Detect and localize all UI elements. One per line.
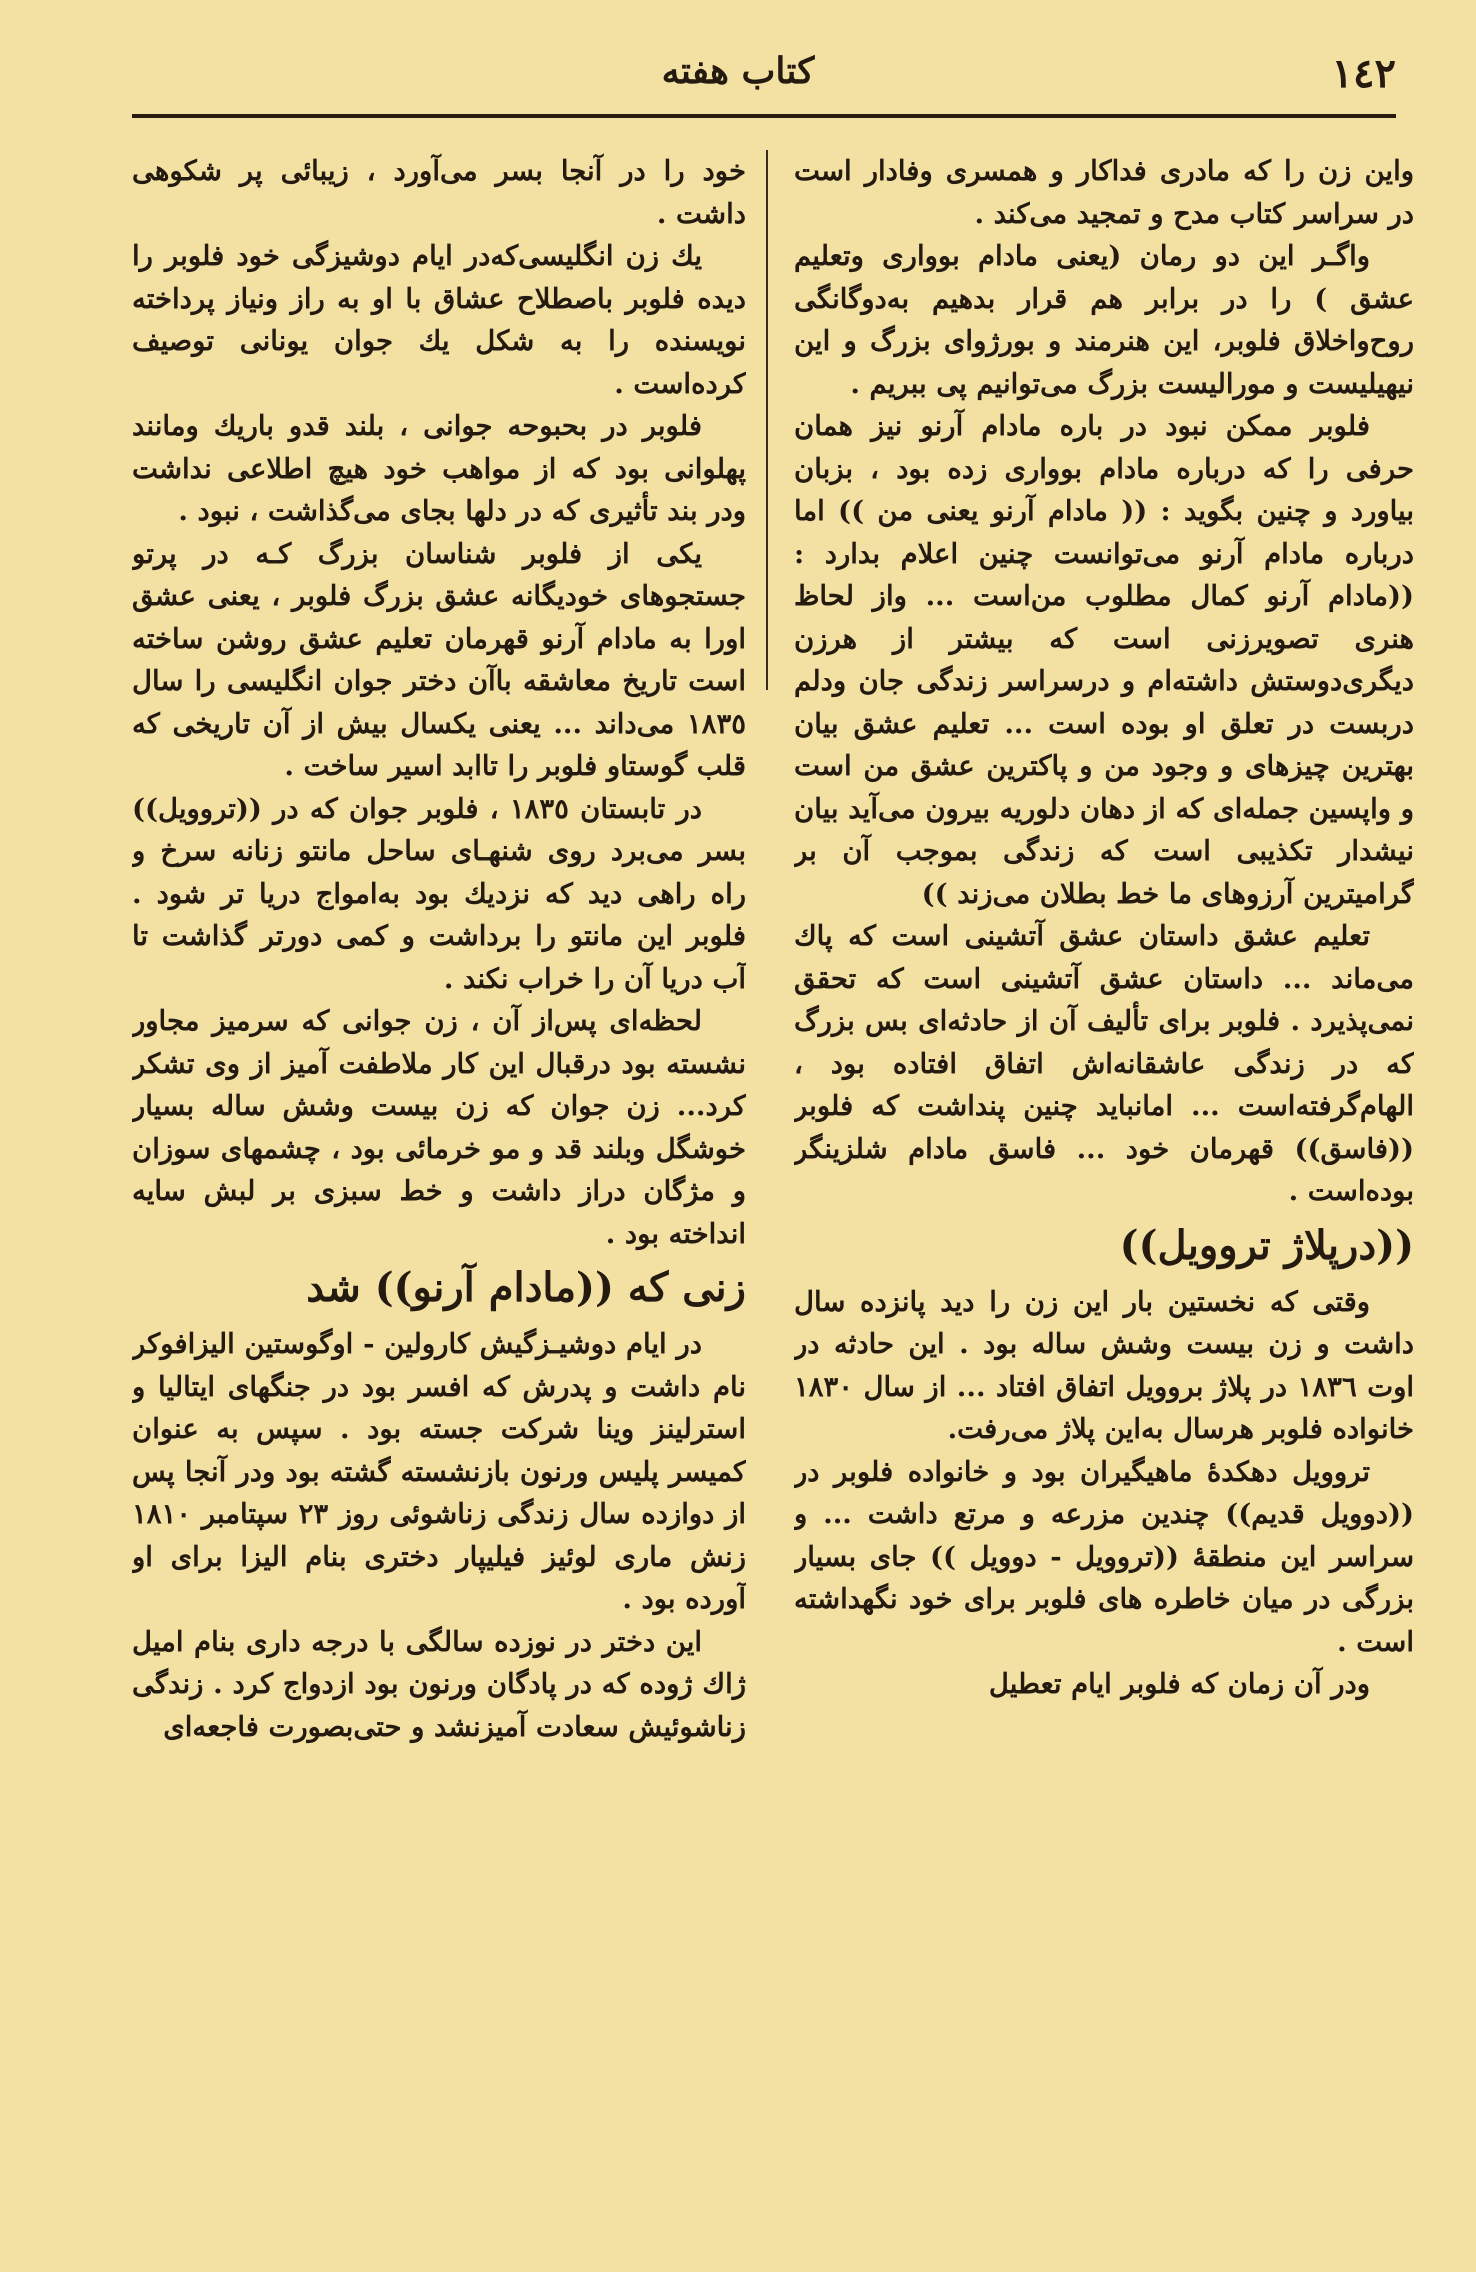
paragraph: يكى از فلوبر شناسان بزرگ كـه در پرتو جستجوهاى خوديگانه عشق بزرگ فلوبر ، يعنى عشق اورا به مادام آرنو قهرمان تعليم عشق روشن ساخته است تاريخ معاشقه باآن دختر جوان انگليسى را سال ١٨٣٥ مى‌داند ... يعنى يكسال بيش از آن تاريخى كه قلب گوستاو فلوبر را تاابد اسير ساخت .	[132, 537, 746, 782]
paragraph: اين دختر در نوزده سالگى با درجه دارى بنام اميل ژاك ژوده كه در پادگان ورنون بود ازدواج كرد . زندگى زناشوئيش سعادت آميزنشد و حتى‌بصورت فاجعه‌اى	[132, 1625, 746, 1743]
right-column	[794, 150, 1414, 2230]
paragraph: در تابستان ١٨٣٥ ، فلوبر جوان كه در ((تروويل)) بسر مى‌برد روى شنهـاى ساحل مانتو زنانه سرخ و راه راهى ديد كه نزديك بود به‌امواج دريا تر شود . فلوبر اين مانتو را برداشت و كمى دورتر گذاشت تا آب دريا آن را خراب نكند .	[132, 792, 746, 995]
page-header	[0, 0, 1476, 130]
running-title: كتاب هفته	[661, 50, 815, 92]
page-number: ١٤٢	[1331, 50, 1396, 97]
paragraph: وقتى كه نخستين بار اين زن را ديد پانزده سال داشت و زن بيست وشش ساله بود . اين حادثه در اوت ١٨٣٦ در پلاژ بروويل اتفاق افتاد ... از سال ١٨٣٠ خانواده فلوبر هرسال به‌اين پلاژ مى‌رفت.	[794, 1285, 1414, 1445]
paragraph: فلوبر در بحبوحه جوانى ، بلند قدو باريك ومانند پهلوانى بود كه از مواهب خود هيچ اطلاعى نداشت ودر بند تأثيرى كه در دلها بجاى مى‌گذاشت ، نبود .	[132, 410, 746, 527]
left-column	[132, 150, 746, 2230]
column-divider	[766, 150, 768, 690]
paragraph: تروويل دهكدۀ ماهيگيران بود و خانواده فلوبر در ((دوويل قديم)) چندين مزرعه و مرتع داشت ... و سراسر اين منطقۀ ((تروويل - دوويل )) جاى بسيار بزرگى در ميان خاطره هاى فلوبر براى خود نگهداشته است .	[794, 1455, 1414, 1658]
paragraph: يك زن انگليسى‌كه‌در ايام دوشيزگى خود فلوبر را ديده فلوبر باصطلاح عشاق با او به راز ونياز پرداخته نويسنده را به شكل يك جوان يونانى توصيف كرده‌است .	[132, 240, 746, 400]
paragraph: خود را در آنجا بسر مى‌آورد ، زيبائى پر شكوهى داشت .	[132, 155, 746, 230]
paragraph: ودر آن زمان كه فلوبر ايام تعطيل	[988, 1668, 1370, 1700]
paragraph: فلوبر ممكن نبود در باره مادام آرنو نيز همان حرفى را كه درباره مادام بووارى زده بود ، بزبان بياورد و چنين بگويد : (( مادام آرنو يعنى من )) اما درباره مادام آرنو مى‌توانست چنين اعلام بدارد : ((مادام آرنو كمال مطلوب من‌است ... واز لحاظ هنرى تصويرزنى است كه بيشتر از هرزن ديگرى‌دوستش داشته‌ام و درسراسر زندگى جان ودلم دربست در تعلق او بوده است ... تعليم عشق بيان بهترين چيزهاى و وجود من و پاكترين عشق من است و واپسين جمله‌اى كه از دهان دلوريه بيرون مى‌آيد بيان نيشدار تكذيبى است كه زندگى بموجب آن بر گراميترين آرزوهاى ما خط بطلان مى‌زند ))	[794, 410, 1414, 910]
section-heading: ((درپلاژ تروويل))	[1119, 1221, 1414, 1269]
paragraph: واين زن را كه مادرى فداكار و همسرى وفادار است در سراسر كتاب مدح و تمجيد مى‌كند .	[794, 155, 1414, 230]
paragraph: واگـر اين دو رمان (يعنى مادام بووارى وتعليم عشق ) را در برابر هم قرار بدهيم به‌دوگانگى روح‌واخلاق فلوبر، اين هنرمند و بورژواى بزرگ و اين نيهيليست و موراليست بزرگ مى‌توانيم پى ببريم .	[794, 240, 1414, 400]
paragraph: لحظه‌اى پس‌از آن ، زن جوانى كه سرميز مجاور نشسته بود درقبال اين كار ملاطفت آميز از وى تشكر كرد... زن جوان كه زن بيست وشش ساله بسيار خوشگل وبلند قد و مو خرمائى بود ، چشمهاى سوزان و مژگان دراز داشت و خط سبزى بر لبش سايه انداخته بود .	[132, 1005, 746, 1250]
header-rule	[132, 114, 1396, 118]
paragraph: در ايام دوشيـزگيش كارولين - اوگوستين اليزافوكر نام داشت و پدرش كه افسر بود در جنگهاى ايتاليا و استرلينز وينا شركت جسته بود . سپس به عنوان كميسر پليس ورنون بازنشسته گشته بود ودر آنجا پس از دوازده سال زندگى زناشوئى روز ٢٣ سپتامبر ١٨١٠ زنش مارى لوئيز فيليپار دخترى بنام اليزا براى او آورده بود .	[132, 1328, 746, 1615]
paragraph: تعليم عشق داستان عشق آتشينى است كه پاك مى‌ماند ... داستان عشق آتشينى است كه تحقق نمى‌پذيرد . فلوبر براى تأليف آن از حادثه‌اى بس بزرگ كه در زندگى عاشقانه‌اش اتفاق افتاده بود ، الهام‌گرفته‌است ... امانبايد چنين پنداشت كه فلوبر ((فاسق)) قهرمان خود ... فاسق مادام شلزينگر بوده‌است .	[794, 920, 1414, 1207]
section-heading: زنى كه ((مادام آرنو)) شد	[306, 1264, 746, 1311]
